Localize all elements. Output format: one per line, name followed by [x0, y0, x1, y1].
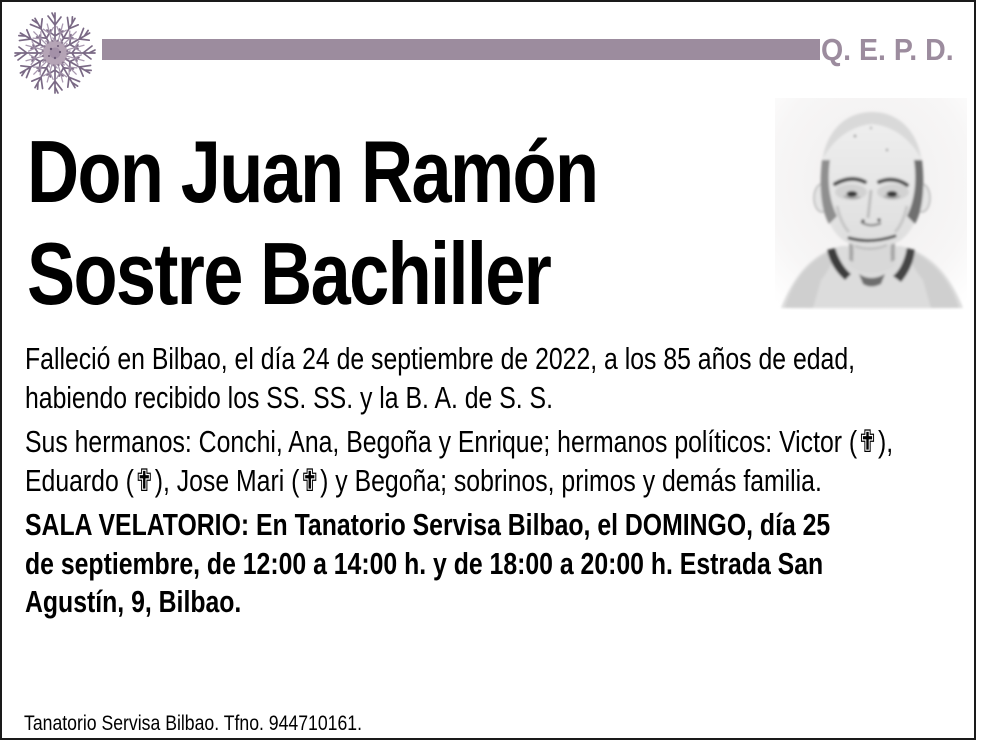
deceased-name: [27, 121, 723, 325]
paragraph-line: habiendo recibido los SS. SS. y la B. A. de S. S.: [25, 379, 553, 415]
funeral-home-contact: Tanatorio Servisa Bilbao. Tfno. 944710161.: [24, 712, 363, 735]
paragraph-line: Sus hermanos: Conchi, Ana, Begoña y Enrique; hermanos políticos: Victor (✟),: [25, 424, 894, 459]
paragraph-line: Falleció en Bilbao, el día 24 de septiembre de 2022, a los 85 años de edad,: [25, 341, 856, 376]
family-paragraph: [25, 423, 988, 500]
deceased-name-line2: Sostre Bachiller: [27, 224, 551, 323]
qepd-label: Q. E. P. D.: [821, 32, 954, 67]
wake-info-paragraph: [25, 506, 988, 622]
death-details-paragraph: [25, 340, 988, 417]
notice-body: [25, 340, 988, 628]
paragraph-line: Agustín, 9, Bilbao.: [25, 584, 242, 619]
deceased-name-line1: Don Juan Ramón: [27, 122, 598, 221]
paragraph-line: SALA VELATORIO: En Tanatorio Servisa Bilbao, el DOMINGO, día 25: [25, 507, 831, 542]
deceased-portrait-photo: [775, 98, 967, 310]
thistle-flower-icon: [5, 3, 105, 103]
paragraph-line: de septiembre, de 12:00 a 14:00 h. y de 18:00 a 20:00 h. Estrada San: [25, 545, 824, 581]
header-accent-bar: [102, 39, 820, 60]
paragraph-line: Eduardo (✟), Jose Mari (✟) y Begoña; sobrinos, primos y demás familia.: [25, 462, 822, 498]
